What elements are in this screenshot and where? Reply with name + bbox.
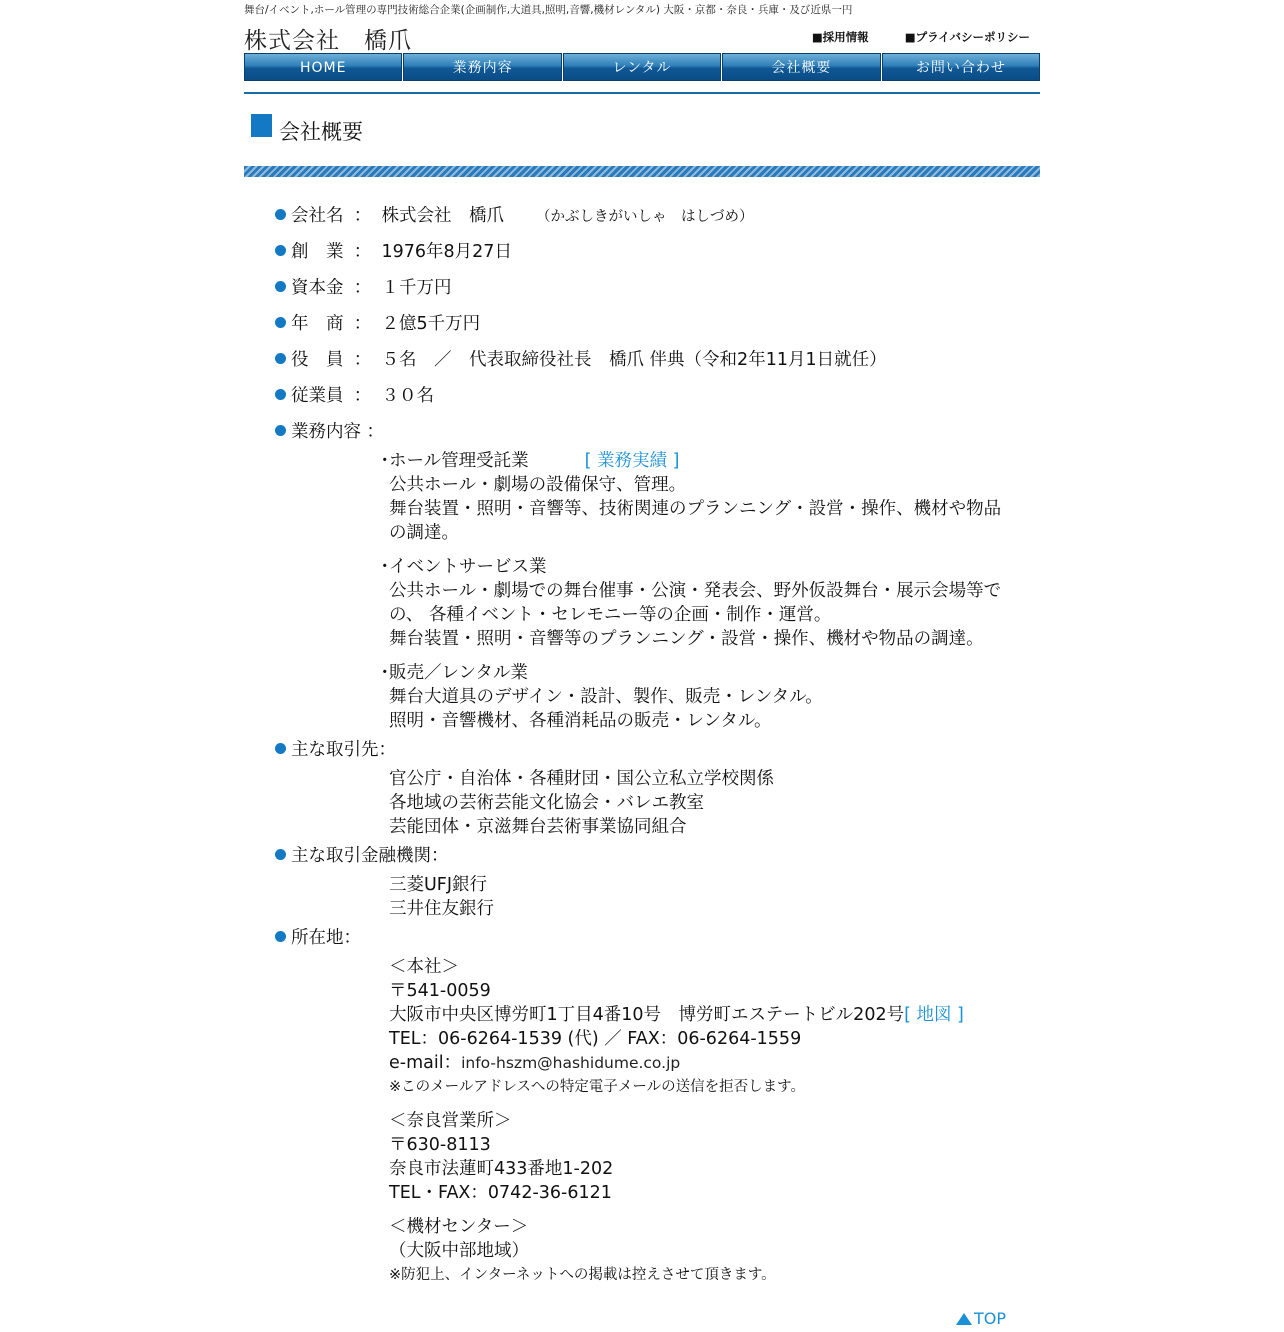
map-link[interactable]: [ 地図 ] [904,1005,964,1025]
company-profile [275,205,1040,1287]
triangle-up-icon [956,1313,972,1325]
page-title: 会社概要 [279,120,363,144]
profile-row-business: 業務内容 ： [275,421,1040,449]
locations-list [389,955,1040,1287]
company-logo-text[interactable]: 株式会社 橋爪 [244,28,412,54]
bullet-dot-icon [275,425,286,436]
page [244,3,1040,1328]
brand-row [244,17,1040,53]
main-nav [244,53,1040,81]
business-item-rental: ・ 販売／レンタル業 舞台大道具のデザイン・設計、製作、販売・レンタル。 照明・音響機材、各種消耗品の販売・レンタル。 [376,663,823,731]
privacy-policy-link[interactable]: ■プライバシーポリシー [904,30,1030,44]
business-list [376,449,1040,733]
recruit-link[interactable]: ■採用情報 [811,30,869,44]
bullet-dot-icon [275,389,286,400]
banks-list: 三菱UFJ銀行 三井住友銀行 [389,875,494,919]
profile-row-banks: 主な取引金融機関： [275,845,1040,873]
profile-row-employees: 従業員 ： ３０名 [275,385,1040,421]
nav-home[interactable]: HOME [244,53,402,81]
profile-row-officers: 役 員 ： ５名 ／ 代表取締役社長 橋爪 伴典（令和2年11月1日就任） [275,349,1040,385]
bullet-dot-icon [275,353,286,364]
clients-list: 官公庁・自治体・各種財団・国公立私立学校関係 各地域の芸術芸能文化協会・バレエ教室 芸能団体・京滋舞台芸術事業協同組合 [389,769,774,837]
profile-row-revenue: 年 商 ： ２億5千万円 [275,313,1040,349]
bullet-dot-icon [275,743,286,754]
bullet-dot-icon [275,209,286,220]
nav-contact[interactable]: お問い合わせ [882,53,1040,81]
nav-business[interactable]: 業務内容 [403,53,561,81]
bullet-dot-icon [275,281,286,292]
heading-square-icon [251,114,272,137]
business-item-event: ・ イベントサービス業 公共ホール・劇場での舞台催事・公演・発表会、野外仮設舞台・展示会場等で の、 各種イベント・セレモニー等の企画・制作・運営。 舞台装置・照明・音響等のプランニング・設営・操作、機材や物品の調達。 [376,557,1002,649]
email-address[interactable]: info-hszm@hashidume.co.jp [461,1054,681,1072]
business-results-link[interactable]: [ 業務実績 ] [584,451,680,471]
profile-row-company: 会社名 ： 株式会社 橋爪 （かぶしきがいしゃ はしづめ） [275,205,1040,241]
back-to-top-link[interactable]: TOP [956,1309,1006,1328]
heading-hatch-divider [244,166,1040,177]
header-links [780,29,1030,45]
bullet-dot-icon [275,317,286,328]
location-hq: ＜本社＞ 〒541-0059 大阪市中央区博労町1丁目4番10号 博労町エステートビル202号[ 地図 ] TEL：06-6264-1539 (代) ／ FAX：06-6264-1559 e-mail：info-hszm@hashidume.co.jp ※このメールアドレスへの特定電子メールの送信を拒否します。 [389,957,964,1095]
bullet-dot-icon [275,245,286,256]
location-nara: ＜奈良営業所＞ 〒630-8113 奈良市法蓮町433番地1-202 TEL・FAX：0742-36-6121 [389,1111,614,1203]
location-equipment-center: ＜機材センター＞ （大阪中部地域） ※防犯上、インターネットへの掲載は控えさせて頂きます。 [389,1217,776,1283]
bullet-dot-icon [275,931,286,942]
site-tagline: 舞台/イベント,ホール管理の専門技術総合企業(企画制作,大道具,照明,音響,機材レンタル) 大阪・京都・奈良・兵庫・及び近県一円 [244,4,853,16]
nav-rental[interactable]: レンタル [563,53,721,81]
business-item-hall: ・ ホール管理受託業 [ 業務実績 ] 公共ホール・劇場の設備保守、管理。 舞台装置・照明・音響等、技術関連のプランニング・設営・操作、機材や物品 の調達。 [376,451,1002,543]
profile-row-clients: 主な取引先： [275,739,1040,767]
header-divider [244,92,1040,94]
page-heading [244,112,1040,164]
bullet-dot-icon [275,849,286,860]
nav-company[interactable]: 会社概要 [722,53,880,81]
profile-row-locations: 所在地： [275,927,1040,955]
profile-row-founded: 創 業 ： 1976年8月27日 [275,241,1040,277]
profile-row-capital: 資本金 ： １千万円 [275,277,1040,313]
